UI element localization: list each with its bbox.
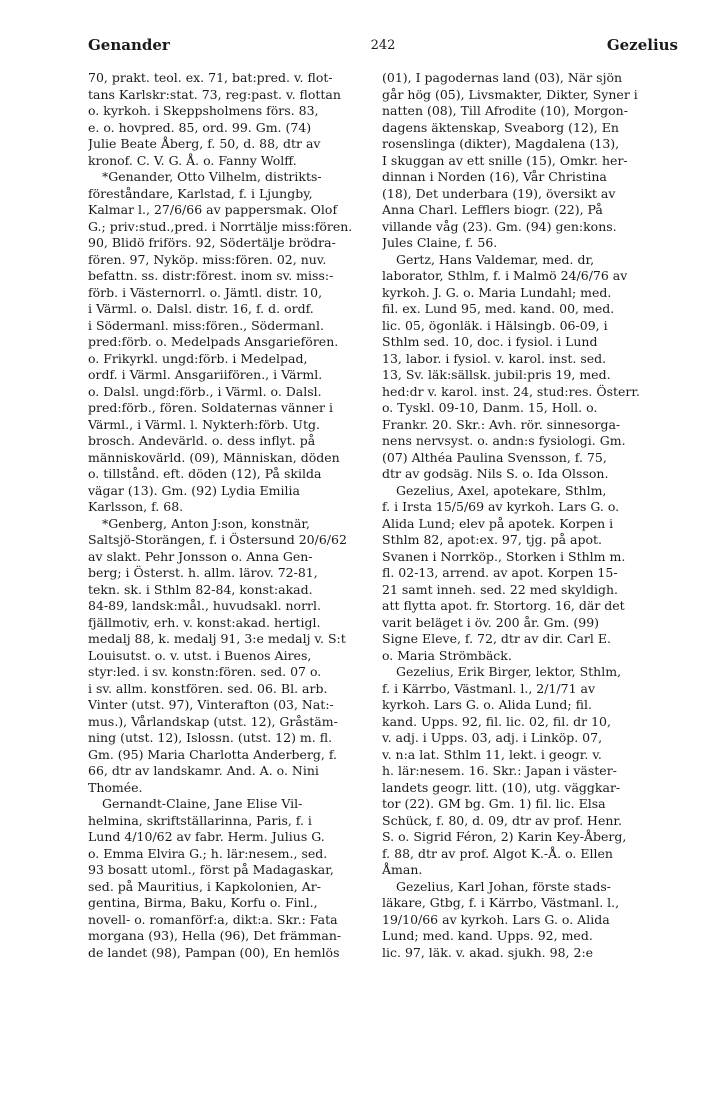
header-last-entry: Gezelius bbox=[606, 36, 678, 54]
text-line: natten (08), Till Afrodite (10), Morgon- bbox=[382, 103, 628, 118]
text-line: kronof. C. V. G. Å. o. Fanny Wolff. bbox=[88, 152, 297, 168]
text-line: f. 88, dtr av prof. Algot K.-Å. o. Ellen bbox=[382, 845, 613, 861]
text-line: pred:förb. o. Medelpads Ansgariefören. bbox=[88, 334, 339, 349]
text-line: ning (utst. 12), Islossn. (utst. 12) m. fl. bbox=[88, 730, 333, 745]
text-line: o. Emma Elvira G.; h. lär:nesem., sed. bbox=[88, 845, 328, 861]
text-line: e. o. hovpred. 85, ord. 99. Gm. (74) bbox=[88, 119, 312, 135]
text-line: kyrkoh. J. G. o. Maria Lundahl; med. bbox=[382, 284, 612, 300]
text-line: Gertz, Hans Valdemar, med. dr, bbox=[396, 251, 595, 267]
text-line: o. Tyskl. 09-10, Danm. 15, Holl. o. bbox=[382, 400, 598, 415]
text-line: Jules Claine, f. 56. bbox=[382, 235, 498, 250]
text-line: o. Maria Strömbäck. bbox=[382, 647, 512, 663]
text-line: Karlsson, f. 68. bbox=[88, 499, 184, 514]
text-line: o. Frikyrkl. ungd:förb. i Medelpad, bbox=[88, 350, 308, 366]
text-line: Sthlm sed. 10, doc. i fysiol. i Lund bbox=[382, 334, 598, 349]
text-line: Saltsjö-Storängen, f. i Östersund 20/6/62 bbox=[88, 532, 347, 547]
text-line: att flytta apot. fr. Stortorg. 16, där det bbox=[382, 598, 625, 613]
text-line: Gezelius, Karl Johan, förste stads- bbox=[396, 878, 612, 894]
text-line: (01), I pagodernas land (03), När sjön bbox=[382, 70, 623, 85]
page-header bbox=[88, 36, 678, 60]
text-line: 84-89, landsk:mål., huvudsakl. norrl. bbox=[88, 598, 322, 613]
text-line: fil. ex. Lund 95, med. kand. 00, med. bbox=[382, 301, 615, 316]
text-line: morgana (93), Hella (96), Det främman- bbox=[88, 928, 342, 943]
text-line: Värml., i Värml. l. Nykterh:förb. Utg. bbox=[88, 416, 320, 432]
text-line: 13, labor. i fysiol. v. karol. inst. sed. bbox=[382, 350, 607, 366]
text-line: 93 bosatt utoml., först på Madagaskar, bbox=[88, 862, 334, 877]
left-column bbox=[88, 70, 380, 961]
text-line: Svanen i Norrköp., Storken i Sthlm m. bbox=[382, 548, 626, 564]
text-line: mus.), Vårlandskap (utst. 12), Gråstäm- bbox=[88, 713, 338, 729]
text-line: lic. 97, läk. v. akad. sjukh. 98, 2:e bbox=[382, 944, 594, 960]
text-line: 70, prakt. teol. ex. 71, bat:pred. v. flot- bbox=[88, 70, 333, 85]
text-line: berg; i Österst. h. allm. lärov. 72-81, bbox=[88, 565, 318, 580]
text-line: förb. i Västernorrl. o. Jämtl. distr. 10, bbox=[88, 284, 323, 300]
text-line: dtr av godsäg. Nils S. o. Ida Olsson. bbox=[382, 466, 609, 481]
text-line: Åman. bbox=[382, 862, 423, 877]
text-line: novell- o. romanförf:a, dikt:a. Skr.: Fata bbox=[88, 911, 338, 927]
text-line: laborator, Sthlm, f. i Malmö 24/6/76 av bbox=[382, 268, 628, 283]
text-line: v. n:a lat. Sthlm 11, lekt. i geogr. v. bbox=[382, 746, 602, 762]
text-line: befattn. ss. distr:förest. inom sv. miss:- bbox=[88, 268, 334, 283]
text-line: Anna Charl. Lefflers biogr. (22), På bbox=[382, 202, 603, 217]
text-line: v. adj. i Upps. 03, adj. i Linköp. 07, bbox=[382, 730, 603, 745]
text-line: Schück, f. 80, d. 09, dtr av prof. Henr. bbox=[382, 812, 622, 828]
text-line: landets geogr. litt. (10), utg. väggkar- bbox=[382, 779, 621, 795]
text-line: fjällmotiv, erh. v. konst:akad. hertigl. bbox=[88, 614, 321, 630]
text-line: ordf. i Värml. Ansgariifören., i Värml. bbox=[88, 367, 323, 382]
text-line: rosenslinga (dikter), Magdalena (13), bbox=[382, 136, 620, 151]
text-line: Thomée. bbox=[88, 779, 143, 795]
text-line: kyrkoh. Lars G. o. Alida Lund; fil. bbox=[382, 697, 592, 712]
text-line: i Värml. o. Dalsl. distr. 16, f. d. ordf. bbox=[88, 301, 314, 316]
text-line: fören. 97, Nyköp. miss:fören. 02, nuv. bbox=[88, 251, 327, 267]
text-line: o. Dalsl. ungd:förb., i Värml. o. Dalsl. bbox=[88, 383, 322, 399]
text-line: S. o. Sigrid Féron, 2) Karin Key-Åberg, bbox=[382, 829, 627, 844]
text-line: sed. på Mauritius, i Kapkolonien, Ar- bbox=[88, 878, 321, 894]
text-line: Sthlm 82, apot:ex. 97, tjg. på apot. bbox=[382, 532, 603, 547]
text-line: Alida Lund; elev på apotek. Korpen i bbox=[382, 515, 614, 531]
right-column bbox=[382, 70, 678, 961]
text-line: går hög (05), Livsmakter, Dikter, Syner i bbox=[382, 86, 638, 102]
text-line: brosch. Andevärld. o. dess inflyt. på bbox=[88, 433, 316, 448]
text-line: 13, Sv. läk:sällsk. jubil:pris 19, med. bbox=[382, 367, 611, 382]
text-line: *Genander, Otto Vilhelm, distrikts- bbox=[102, 169, 322, 184]
text-line: av slakt. Pehr Jonsson o. Anna Gen- bbox=[88, 548, 313, 564]
text-line: *Genberg, Anton J:son, konstnär, bbox=[102, 515, 310, 531]
text-line: o. kyrkoh. i Skeppsholmens förs. 83, bbox=[88, 103, 319, 118]
text-line: G.; priv:stud.,pred. i Norrtälje miss:fören. bbox=[88, 218, 353, 234]
text-line: lic. 05, ögonläk. i Hälsingb. 06-09, i bbox=[382, 317, 608, 333]
text-line: medalj 88, k. medalj 91, 3:e medalj v. S:t bbox=[88, 631, 346, 646]
text-line: föreståndare, Karlstad, f. i Ljungby, bbox=[88, 185, 313, 201]
text-line: varit beläget i öv. 200 år. Gm. (99) bbox=[382, 614, 600, 630]
text-line: 19/10/66 av kyrkoh. Lars G. o. Alida bbox=[382, 911, 610, 927]
text-line: h. lär:nesem. 16. Skr.: Japan i väster- bbox=[382, 763, 617, 778]
text-line: o. tillstånd. eft. döden (12), På skilda bbox=[88, 466, 322, 481]
text-line: styr:led. i sv. konstn:fören. sed. 07 o. bbox=[88, 664, 322, 679]
text-line: Lund; med. kand. Upps. 92, med. bbox=[382, 928, 593, 943]
text-line: människovärld. (09), Människan, döden bbox=[88, 449, 340, 465]
text-line: villande våg (23). Gm. (94) gen:kons. bbox=[382, 218, 617, 234]
text-line: nens nervsyst. o. andn:s fysiologi. Gm. bbox=[382, 433, 626, 448]
text-line: Lund 4/10/62 av fabr. Herm. Julius G. bbox=[88, 829, 325, 844]
text-line: I skuggan av ett snille (15), Omkr. her- bbox=[382, 152, 628, 168]
text-line: f. i Kärrbo, Västmanl. l., 2/1/71 av bbox=[382, 680, 596, 696]
text-line: i sv. allm. konstfören. sed. 06. Bl. arb. bbox=[88, 680, 328, 696]
text-line: Vinter (utst. 97), Vinterafton (03, Nat:- bbox=[88, 697, 334, 712]
text-line: gentina, Birma, Baku, Korfu o. Finl., bbox=[88, 895, 318, 910]
text-line: Kalmar l., 27/6/66 av pappersmak. Olof bbox=[88, 202, 338, 217]
text-line: i Södermanl. miss:fören., Södermanl. bbox=[88, 317, 324, 333]
text-line: läkare, Gtbg, f. i Kärrbo, Västmanl. l., bbox=[382, 895, 620, 910]
page-number: 242 bbox=[370, 38, 396, 53]
text-line: Gezelius, Axel, apotekare, Sthlm, bbox=[396, 482, 607, 498]
text-line: tor (22). GM bg. Gm. 1) fil. lic. Elsa bbox=[382, 796, 606, 811]
text-line: (18), Det underbara (19), översikt av bbox=[382, 185, 616, 201]
text-line: dinnan i Norden (16), Vår Christina bbox=[382, 169, 607, 184]
text-line: Gernandt-Claine, Jane Elise Vil- bbox=[102, 796, 303, 811]
text-line: Signe Eleve, f. 72, dtr av dir. Carl E. bbox=[382, 631, 611, 646]
text-line: hed:dr v. karol. inst. 24, stud:res. Österr. bbox=[382, 383, 640, 399]
text-line: 90, Blidö friförs. 92, Södertälje brödra- bbox=[88, 235, 336, 250]
text-line: helmina, skriftställarinna, Paris, f. i bbox=[88, 812, 312, 828]
text-line: Frankr. 20. Skr.: Avh. rör. sinnesorga- bbox=[382, 416, 621, 432]
header-first-entry: Genander bbox=[88, 36, 170, 54]
text-line: fl. 02-13, arrend. av apot. Korpen 15- bbox=[382, 565, 618, 580]
text-line: de landet (98), Pampan (00), En hemlös bbox=[88, 944, 340, 960]
text-line: dagens äktenskap, Sveaborg (12), En bbox=[382, 119, 619, 135]
text-line: Julie Beate Åberg, f. 50, d. 88, dtr av bbox=[88, 136, 321, 151]
text-line: Louisutst. o. v. utst. i Buenos Aires, bbox=[88, 647, 312, 663]
text-line: tekn. sk. i Sthlm 82-84, konst:akad. bbox=[88, 581, 313, 597]
text-line: pred:förb., fören. Soldaternas vänner i bbox=[88, 400, 333, 415]
text-line: kand. Upps. 92, fil. lic. 02, fil. dr 10, bbox=[382, 713, 611, 729]
text-line: f. i Irsta 15/5/69 av kyrkoh. Lars G. o. bbox=[382, 499, 620, 514]
text-line: Gezelius, Erik Birger, lektor, Sthlm, bbox=[396, 664, 622, 679]
text-line: 21 samt inneh. sed. 22 med skyldigh. bbox=[382, 581, 619, 597]
text-line: tans Karlskr:stat. 73, reg:past. v. flottan bbox=[88, 86, 341, 102]
text-line: (07) Althéa Paulina Svensson, f. 75, bbox=[382, 449, 607, 465]
text-line: Gm. (95) Maria Charlotta Anderberg, f. bbox=[88, 746, 338, 762]
text-line: vägar (13). Gm. (92) Lydia Emilia bbox=[88, 482, 300, 498]
text-line: 66, dtr av landskamr. And. A. o. Nini bbox=[88, 763, 319, 778]
